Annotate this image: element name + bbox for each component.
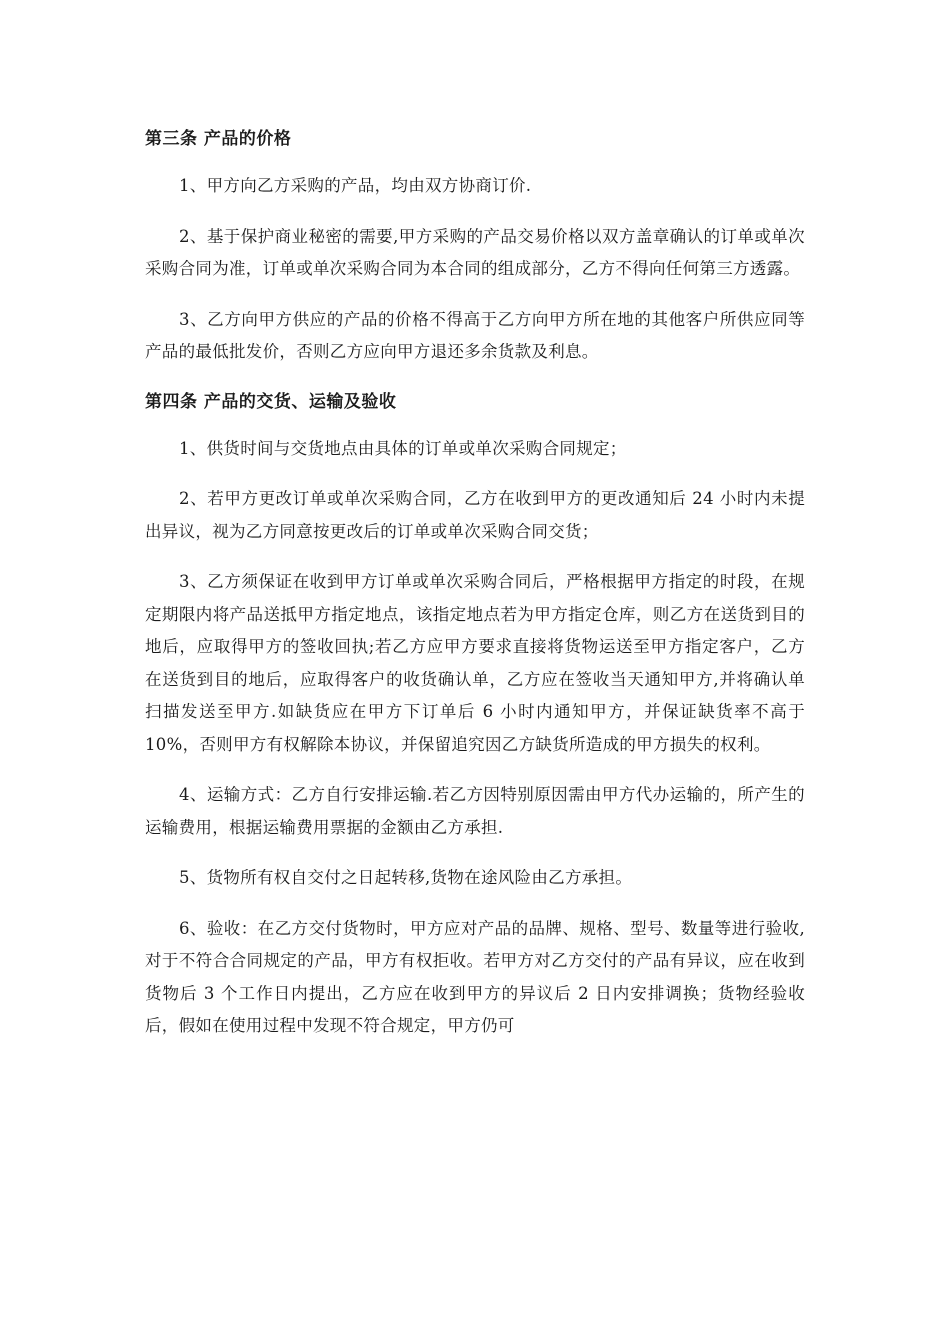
clause-paragraph: 2、若甲方更改订单或单次采购合同，乙方在收到甲方的更改通知后 24 小时内未提出异议，视为乙方同意按更改后的订单或单次采购合同交货； <box>145 489 805 541</box>
section-article-3 <box>145 124 805 369</box>
clause-paragraph: 2、基于保护商业秘密的需要,甲方采购的产品交易价格以双方盖章确认的订单或单次采购合同为准，订单或单次采购合同为本合同的组成部分，乙方不得向任何第三方透露。 <box>145 226 805 278</box>
clause-paragraph: 5、货物所有权自交付之日起转移,货物在途风险由乙方承担。 <box>179 868 633 887</box>
clause-paragraph: 3、乙方向甲方供应的产品的价格不得高于乙方向甲方所在地的其他客户所供应同等产品的最低批发价，否则乙方应向甲方退还多余货款及利息。 <box>145 309 805 361</box>
section-heading: 第四条 产品的交货、运输及验收 <box>145 391 397 412</box>
clause-paragraph: 4、运输方式：乙方自行安排运输.若乙方因特别原因需由甲方代办运输的，所产生的运输费用，根据运输费用票据的金额由乙方承担. <box>145 785 805 837</box>
clause-paragraph: 6、验收：在乙方交付货物时，甲方应对产品的品牌、规格、型号、数量等进行验收,对于不符合合同规定的产品，甲方有权拒收。若甲方对乙方交付的产品有异议，应在收到货物后 3 个工作日内提出，乙方应在收到甲方的异议后 2 日内安排调换；货物经验收后，假如在使用过程中发现不符合规定，甲方仍可 <box>145 918 805 1035</box>
section-article-4 <box>145 387 805 1043</box>
section-heading: 第三条 产品的价格 <box>145 129 292 149</box>
clause-paragraph: 3、乙方须保证在收到甲方订单或单次采购合同后，严格根据甲方指定的时段，在规定期限内将产品送抵甲方指定地点，该指定地点若为甲方指定仓库，则乙方在送货到目的地后，应取得甲方的签收回执;若乙方应甲方要求直接将货物运送至甲方指定客户，乙方在送货到目的地后，应取得客户的收货确认单，乙方应在签收当天通知甲方,并将确认单扫描发送至甲方.如缺货应在甲方下订单后 6 小时内通知甲方，并保证缺货率不高于 10%，否则甲方有权解除本协议，并保留追究因乙方缺货所造成的甲方损失的权利。 <box>145 572 805 754</box>
document-page <box>145 124 805 1043</box>
clause-paragraph: 1、供货时间与交货地点由具体的订单或单次采购合同规定； <box>179 438 627 458</box>
clause-paragraph: 1、甲方向乙方采购的产品，均由双方协商订价. <box>179 176 532 195</box>
